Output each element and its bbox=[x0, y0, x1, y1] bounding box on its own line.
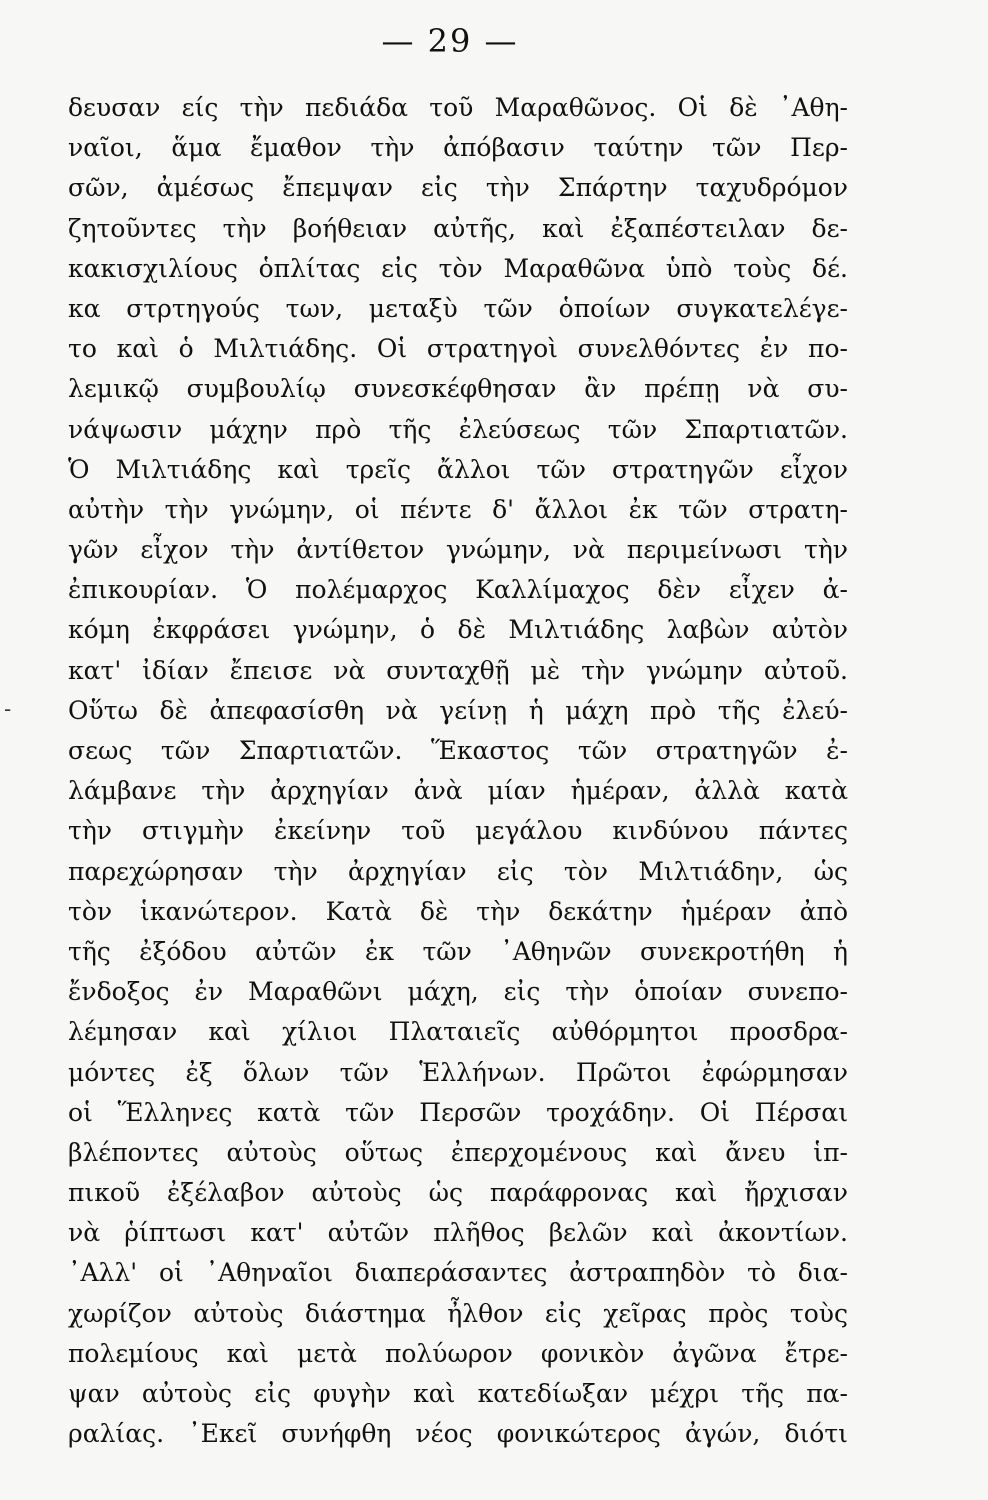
text-line: πικοῦ ἐξέλαβον αὐτοὺς ὡς παράφρονας καὶ ἤρχισαν bbox=[68, 1178, 848, 1208]
text-line: χωρίζον αὐτοὺς διάστημα ἦλθον εἰς χεῖρας πρὸς τοὺς bbox=[68, 1298, 848, 1328]
text-line: κόμη ἐκφράσει γνώμην, ὁ δὲ Μιλτιάδης λαβὼν αὐτὸν bbox=[68, 615, 848, 645]
text-line: Ὁ Μιλτιάδης καὶ τρεῖς ἄλλοι τῶν στρατηγῶν εἶχον bbox=[68, 454, 848, 484]
text-line: ναῖοι, ἅμα ἔμαθον τὴν ἀπόβασιν ταύτην τῶν Περ- bbox=[68, 133, 848, 163]
text-line: ἔνδοξος ἐν Μαραθῶνι μάχη, εἰς τὴν ὁποίαν συνεπο- bbox=[68, 977, 848, 1007]
text-line: τὸν ἱκανώτερον. Κατὰ δὲ τὴν δεκάτην ἡμέραν ἀπὸ bbox=[68, 896, 848, 926]
text-line: αὐτὴν τὴν γνώμην, οἱ πέντε δ' ἄλλοι ἐκ τῶν στρατη- bbox=[68, 494, 848, 524]
text-line: γῶν εἶχον τὴν ἀντίθετον γνώμην, νὰ περιμείνωσι τὴν bbox=[68, 535, 848, 565]
text-line: οἱ Ἕλληνες κατὰ τῶν Περσῶν τροχάδην. Οἱ Πέρσαι bbox=[68, 1097, 848, 1127]
text-line: λάμβανε τὴν ἀρχηγίαν ἀνὰ μίαν ἡμέραν, ἀλλὰ κατὰ bbox=[68, 776, 848, 806]
text-line: λέμησαν καὶ χίλιοι Πλαταιεῖς αὐθόρμητοι προσδρα- bbox=[68, 1017, 848, 1047]
margin-mark: - bbox=[4, 697, 12, 721]
page-number: — 29 — bbox=[381, 22, 519, 60]
text-line: ἐπικουρίαν. Ὁ πολέμαρχος Καλλίμαχος δὲν εἶχεν ἀ- bbox=[68, 575, 848, 605]
text-line: το καὶ ὁ Μιλτιάδης. Οἱ στρατηγοὶ συνελθόντες ἐν πο- bbox=[68, 334, 848, 364]
text-line: ψαν αὐτοὺς εἰς φυγὴν καὶ κατεδίωξαν μέχρι τῆς πα- bbox=[68, 1379, 848, 1408]
text-line: μόντες ἐξ ὅλων τῶν Ἑλλήνων. Πρῶτοι ἐφώρμησαν bbox=[68, 1057, 848, 1087]
text-line: ζητοῦντες τὴν βοήθειαν αὐτῆς, καὶ ἐξαπέστειλαν δε- bbox=[68, 213, 848, 243]
text-line: δευσαν είς τὴν πεδιάδα τοῦ Μαραθῶνος. Οἱ δὲ ᾿Αθη- bbox=[68, 93, 848, 122]
text-line: κατ' ἰδίαν ἔπεισε νὰ συνταχθῇ μὲ τὴν γνώμην αὐτοῦ. bbox=[68, 655, 848, 685]
text-line: λεμικῷ συμβουλίῳ συνεσκέφθησαν ἂν πρέπῃ νὰ συ- bbox=[68, 374, 848, 404]
text-line: βλέποντες αὐτοὺς οὕτως ἐπερχομένους καὶ ἄνευ ἱπ- bbox=[68, 1137, 848, 1167]
text-line: πολεμίους καὶ μετὰ πολύωρον φονικὸν ἀγῶνα ἔτρε- bbox=[68, 1338, 848, 1368]
text-line: κα στρτηγούς των, μεταξὺ τῶν ὁποίων συγκατελέγε- bbox=[68, 293, 848, 323]
body-text bbox=[68, 88, 848, 1454]
text-line: νὰ ῥίπτωσι κατ' αὐτῶν πλῆθος βελῶν καὶ ἀκοντίων. bbox=[68, 1218, 848, 1248]
text-line: τὴν στιγμὴν ἐκείνην τοῦ μεγάλου κινδύνου πάντες bbox=[68, 816, 848, 846]
text-line: τῆς ἐξόδου αὐτῶν ἐκ τῶν ᾿Αθηνῶν συνεκροτήθη ἡ bbox=[68, 936, 848, 966]
text-line: σεως τῶν Σπαρτιατῶν. Ἕκαστος τῶν στρατηγῶν ἐ- bbox=[68, 736, 848, 765]
text-line: Οὕτω δὲ ἀπεφασίσθη νὰ γείνῃ ἡ μάχη πρὸ τῆς ἐλεύ- bbox=[68, 695, 848, 725]
text-line: νάψωσιν μάχην πρὸ τῆς ἐλεύσεως τῶν Σπαρτιατῶν. bbox=[68, 414, 848, 444]
text-line: παρεχώρησαν τὴν ἀρχηγίαν εἰς τὸν Μιλτιάδην, ὡς bbox=[68, 856, 848, 886]
text-line: κακισχιλίους ὁπλίτας εἰς τὸν Μαραθῶνα ὑπὸ τοὺς δέ. bbox=[68, 253, 848, 283]
text-line: ραλίας. ᾿Εκεῖ συνήφθη νέος φονικώτερος ἀγών, διότι bbox=[68, 1419, 848, 1449]
text-line: σῶν, ἀμέσως ἔπεμψαν εἰς τὴν Σπάρτην ταχυδρόμον bbox=[68, 173, 848, 203]
text-line: ᾿Αλλ' οἱ ᾿Αθηναῖοι διαπεράσαντες ἀστραπηδὸν τὸ δια- bbox=[68, 1258, 848, 1288]
